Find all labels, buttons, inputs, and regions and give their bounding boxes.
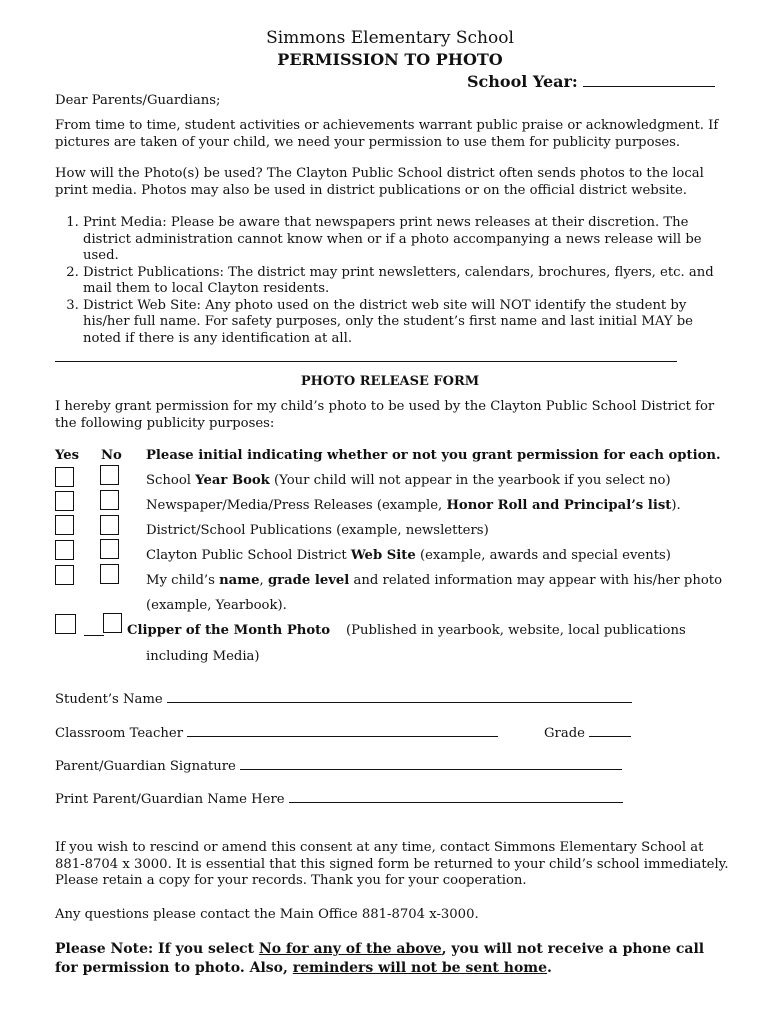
list-item-district-publications: 2. District Publications: The district may print newsletters, calendars, brochures, flyers, etc. and mail them to local Clayton residents. [83,265,735,298]
clipper-no-underline [84,635,104,636]
pubs-yes-checkbox[interactable] [55,515,74,535]
signature-blank[interactable] [240,757,622,770]
rescind-paragraph: If you wish to rescind or amend this consent at any time, contact Simmons Elementary School at 881-8704 x 3000. It is essential that this signed form be returned to your child’s school immediately. Please retain a copy for your records. Thank you for your cooperation. [55,840,729,888]
name-no-checkbox[interactable] [100,564,119,584]
school-year-field[interactable] [467,72,715,91]
teacher-label: Classroom Teacher [55,726,184,741]
student-name-blank[interactable] [167,690,632,703]
teacher-field[interactable] [55,724,498,743]
school-year-label: School Year: [467,72,578,91]
school-name: Simmons Elementary School [266,28,514,48]
student-name-label: Student’s Name [55,692,163,707]
list-item-print-media: 1. Print Media: Please be aware that newspapers print news releases at their discretion. The district administration cannot know when or if a photo accompanying a news release will be used. [83,215,735,265]
grade-blank[interactable] [589,724,631,737]
news-yes-checkbox[interactable] [55,491,74,511]
initial-instruction: Please initial indicating whether or not you grant permission for each option. [146,448,721,463]
please-note: Please Note: If you select No for any of the above, you will not receive a phone call for permission to photo. Also, reminders will not be sent home. [55,941,705,976]
news-no-checkbox[interactable] [100,490,119,510]
signature-field[interactable] [55,757,622,776]
list-item-district-website: 3. District Web Site: Any photo used on the district web site will NOT identify the student by his/her full name. For safety purposes, only the student’s first name and last initial MAY be noted if there is any identification at all. [83,298,735,348]
signature-label: Parent/Guardian Signature [55,759,236,774]
print-name-blank[interactable] [289,790,623,803]
school-year-blank[interactable] [583,74,715,87]
form-title: PHOTO RELEASE FORM [300,374,480,389]
clipper-yes-checkbox[interactable] [55,614,76,634]
option-news: Newspaper/Media/Press Releases (example, Honor Roll and Principal’s list). [146,498,681,513]
option-website: Clayton Public School District Web Site (example, awards and special events) [146,548,671,563]
teacher-blank[interactable] [187,724,498,737]
usage-paragraph: How will the Photo(s) be used? The Clayton Public School district often sends photos to the local print media. Photos may also be used in district publications or on the official district website. [55,166,704,198]
print-name-label: Print Parent/Guardian Name Here [55,792,285,807]
option-publications: District/School Publications (example, newsletters) [146,523,489,538]
web-no-checkbox[interactable] [100,539,119,559]
web-yes-checkbox[interactable] [55,540,74,560]
pubs-no-checkbox[interactable] [100,515,119,535]
no-column-header: No [101,448,122,463]
intro-paragraph: From time to time, student activities or achievements warrant public praise or acknowledgment. If pictures are taken of your child, we need your permission to use them for publicity purposes. [55,118,719,150]
print-name-field[interactable] [55,790,623,809]
separator-line [55,361,677,362]
grant-paragraph: I hereby grant permission for my child’s photo to be used by the Clayton Public School District for the following publicity purposes: [55,399,715,431]
option-yearbook: School Year Book (Your child will not appear in the yearbook if you select no) [146,473,671,488]
option-name-grade-cont: (example, Yearbook). [146,598,287,613]
grade-label: Grade [544,726,585,741]
option-name-grade: My child’s name, grade level and related information may appear with his/her photo [146,573,723,588]
student-name-field[interactable] [55,690,632,709]
usage-list [55,215,735,347]
option-clipper-cont: including Media) [146,649,260,664]
document-title: PERMISSION TO PHOTO [277,50,503,69]
name-yes-checkbox[interactable] [55,565,74,585]
yearbook-yes-checkbox[interactable] [55,467,74,487]
yes-column-header: Yes [55,448,80,463]
salutation: Dear Parents/Guardians; [55,93,221,108]
grade-field[interactable] [544,724,631,743]
option-clipper-desc: (Published in yearbook, website, local publications [346,623,686,638]
yearbook-no-checkbox[interactable] [100,465,119,485]
questions-line: Any questions please contact the Main Office 881-8704 x-3000. [55,907,479,922]
clipper-no-checkbox[interactable] [103,613,122,633]
option-clipper: Clipper of the Month Photo [127,623,331,638]
